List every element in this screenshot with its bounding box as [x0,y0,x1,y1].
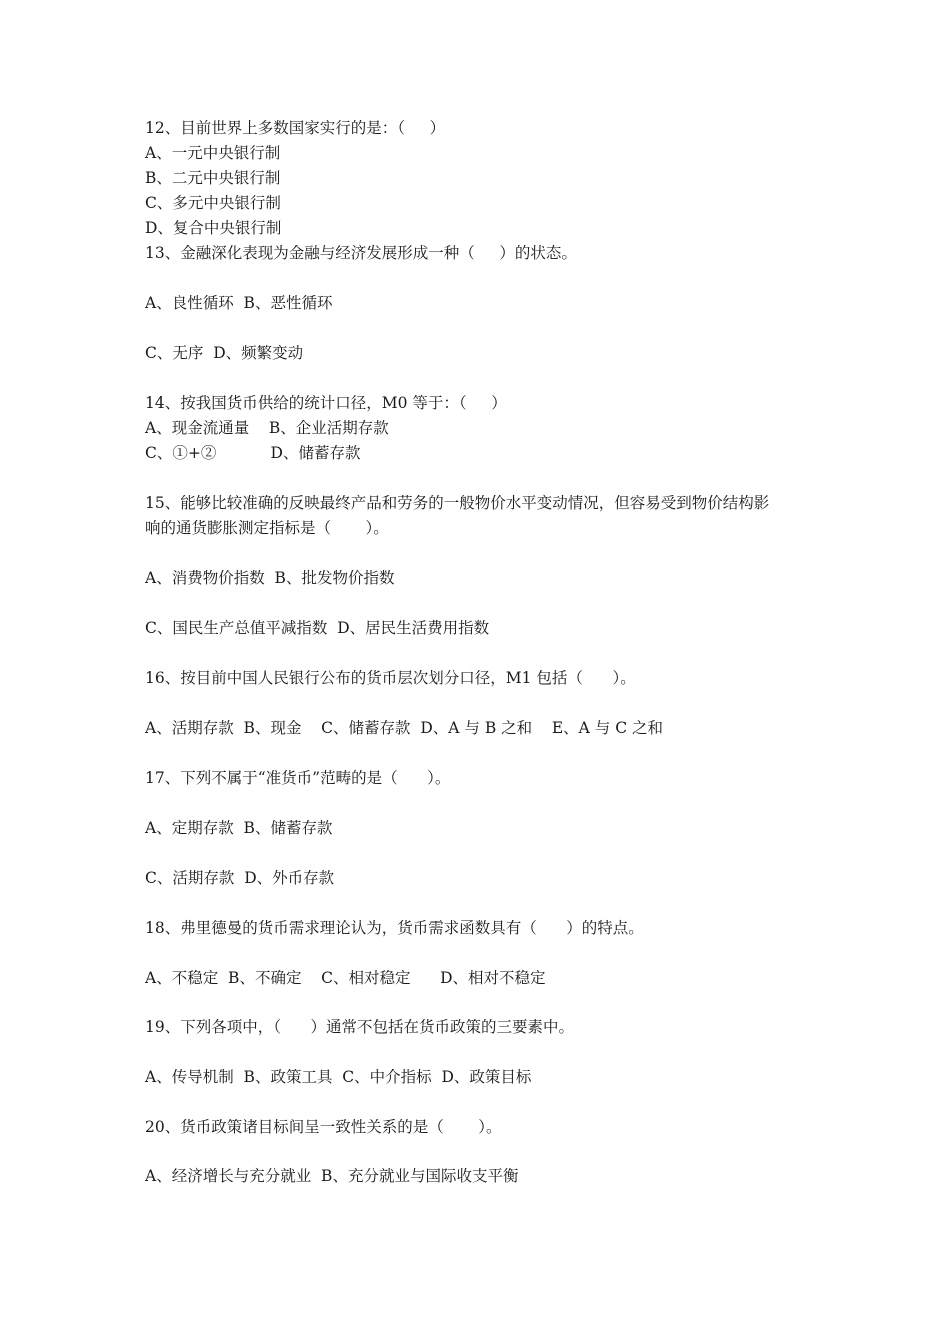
q13-options-ab: A、良性循环 B、恶性循环 [145,294,333,312]
q16-stem: 16、按目前中国人民银行公布的货币层次划分口径，M1 包括（ ）。 [145,669,636,687]
q17-stem: 17、下列不属于“准货币”范畴的是（ ）。 [145,769,451,787]
q19-options: A、传导机制 B、政策工具 C、中介指标 D、政策目标 [145,1068,532,1086]
q14-options-cd: C、①+② D、储蓄存款 [145,444,361,462]
q15-stem-line1: 15、能够比较准确的反映最终产品和劳务的一般物价水平变动情况，但容易受到物价结构影 [145,494,770,512]
q12-stem: 12、目前世界上多数国家实行的是：（ ） [145,119,446,137]
q18-options: A、不稳定 B、不确定 C、相对稳定 D、相对不稳定 [145,969,546,987]
q15-options-cd: C、国民生产总值平减指数 D、居民生活费用指数 [145,619,490,637]
q15-options-ab: A、消费物价指数 B、批发物价指数 [145,569,395,587]
q14-stem: 14、按我国货币供给的统计口径，M0 等于：（ ） [145,394,507,412]
q19-stem: 19、下列各项中，（ ）通常不包括在货币政策的三要素中。 [145,1018,575,1036]
q17-options-ab: A、定期存款 B、储蓄存款 [145,819,333,837]
q14-options-ab: A、现金流通量 B、企业活期存款 [145,419,389,437]
q13-options-cd: C、无序 D、频繁变动 [145,344,304,362]
q16-options: A、活期存款 B、现金 C、储蓄存款 D、A 与 B 之和 E、A 与 C 之和 [145,719,664,737]
q20-options-ab: A、经济增长与充分就业 B、充分就业与国际收支平衡 [145,1167,519,1185]
q12-option-c: C、多元中央银行制 [145,194,281,212]
q18-stem: 18、弗里德曼的货币需求理论认为，货币需求函数具有（ ）的特点。 [145,919,644,937]
q15-stem-line2: 响的通货膨胀测定指标是（ ）。 [145,519,389,537]
q12-option-b: B、二元中央银行制 [145,169,281,187]
q17-options-cd: C、活期存款 D、外币存款 [145,869,335,887]
q12-option-d: D、复合中央银行制 [145,219,282,237]
q13-stem: 13、金融深化表现为金融与经济发展形成一种（ ）的状态。 [145,244,577,262]
q20-stem: 20、货币政策诸目标间呈一致性关系的是（ ）。 [145,1118,502,1136]
q12-option-a: A、一元中央银行制 [145,144,281,162]
